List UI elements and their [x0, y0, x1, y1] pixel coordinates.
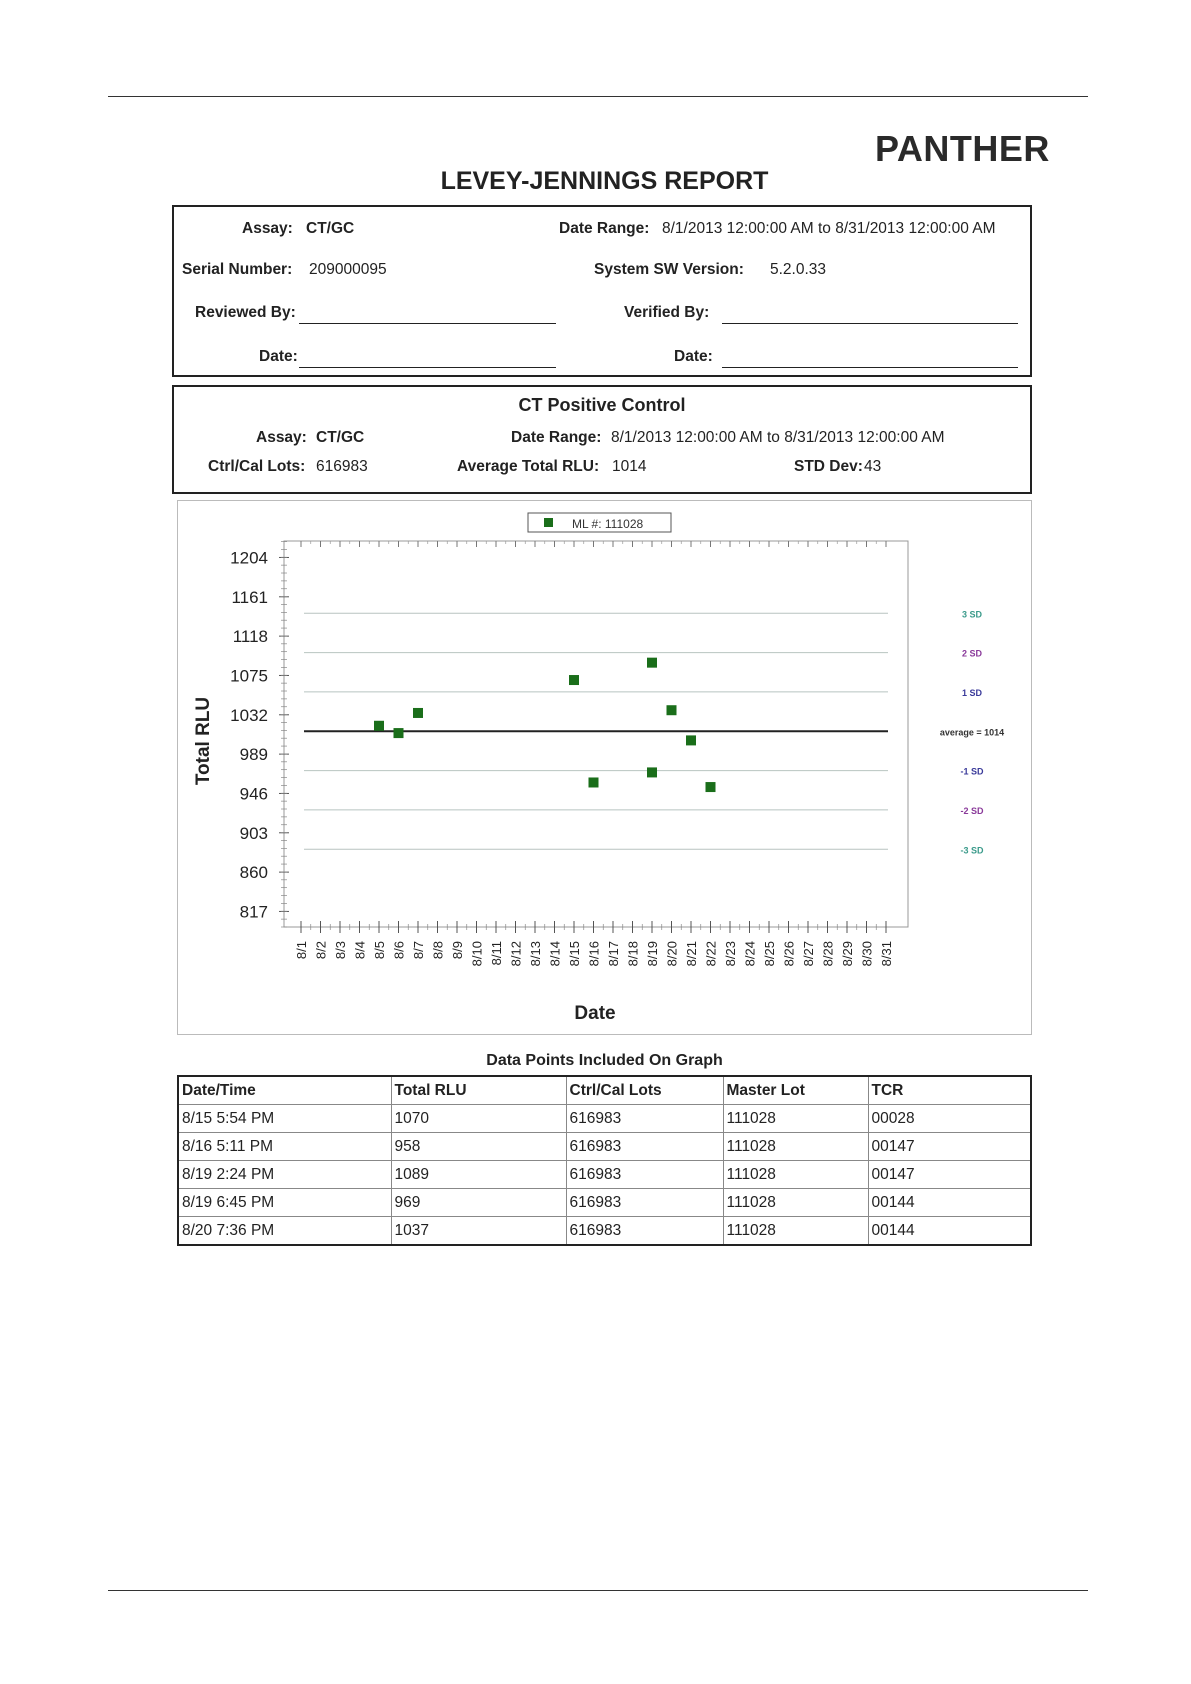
- date-range-value: 8/1/2013 12:00:00 AM to 8/31/2013 12:00:00 AM: [662, 220, 996, 237]
- cell-date-time: 8/19 2:24 PM: [178, 1161, 391, 1189]
- header-tcr: TCR: [868, 1076, 1031, 1105]
- std-dev-label: STD Dev:: [794, 458, 863, 475]
- x-tick-label: 8/19: [645, 941, 660, 967]
- x-tick-label: 8/5: [372, 941, 387, 960]
- x-tick-label: 8/3: [333, 941, 348, 960]
- avg-total-rlu-value: 1014: [612, 458, 647, 475]
- serial-number-label: Serial Number:: [182, 261, 293, 278]
- cell-master-lot: 111028: [723, 1105, 868, 1133]
- control-title: CT Positive Control: [518, 395, 686, 415]
- chart-legend: [528, 513, 671, 532]
- y-tick-label: 1118: [232, 627, 268, 647]
- table-title: Data Points Included On Graph: [486, 1052, 723, 1069]
- verified-by-signature-line[interactable]: [722, 323, 1018, 324]
- sd-label: 2 SD: [961, 648, 983, 659]
- x-tick-label: 8/23: [723, 941, 738, 967]
- x-tick-label: 8/10: [469, 941, 485, 967]
- date-left-line[interactable]: [299, 367, 556, 368]
- std-dev-value: 43: [864, 458, 882, 475]
- panther-logo: PANTHER: [875, 128, 1050, 169]
- sd-label: -2 SD: [960, 805, 984, 816]
- table-header-row: [178, 1076, 1031, 1105]
- legend-label: ML #: 111028: [572, 517, 644, 531]
- x-tick-label: 8/25: [762, 941, 777, 967]
- cell-tcr: 00144: [868, 1189, 1031, 1217]
- sd-label: 3 SD: [961, 609, 983, 620]
- sd-label: -3 SD: [960, 845, 984, 856]
- assay-label: Assay:: [242, 220, 293, 237]
- y-tick-label: 1161: [231, 587, 268, 607]
- sw-version-value: 5.2.0.33: [770, 261, 827, 278]
- assay-value: CT/GC: [306, 220, 355, 237]
- header-master-lot: Master Lot: [723, 1076, 868, 1105]
- control-assay-value: CT/GC: [316, 429, 365, 446]
- average-label: average = 1014: [939, 727, 1005, 738]
- data-point: [394, 728, 404, 738]
- x-tick-label: 8/11: [489, 941, 504, 966]
- cell-ctrl-cal-lots: 616983: [566, 1189, 723, 1217]
- cell-tcr: 00147: [868, 1161, 1031, 1189]
- cell-date-time: 8/20 7:36 PM: [178, 1217, 391, 1246]
- x-tick-label: 8/18: [625, 941, 641, 967]
- x-tick-label: 8/28: [820, 941, 836, 967]
- x-tick-label: 8/13: [528, 941, 543, 967]
- control-date-range-value: 8/1/2013 12:00:00 AM to 8/31/2013 12:00:00 AM: [611, 429, 945, 446]
- x-tick-label: 8/15: [567, 941, 582, 967]
- table-row: [178, 1161, 1031, 1189]
- x-tick-label: 8/17: [606, 941, 621, 967]
- table-row: [178, 1133, 1031, 1161]
- cell-ctrl-cal-lots: 616983: [566, 1161, 723, 1189]
- data-point: [647, 767, 657, 777]
- report-header-box: [172, 205, 1032, 377]
- y-tick-label: 989: [239, 745, 268, 765]
- header-date-time: Date/Time: [178, 1076, 391, 1105]
- sd-label: 1 SD: [961, 687, 983, 698]
- cell-master-lot: 111028: [723, 1161, 868, 1189]
- y-tick-label: 903: [239, 823, 268, 843]
- top-rule: [108, 96, 1088, 97]
- x-tick-label: 8/14: [547, 941, 563, 967]
- date-range-label: Date Range:: [559, 220, 650, 237]
- data-point: [667, 705, 677, 715]
- y-tick-label: 946: [239, 784, 268, 804]
- data-point: [569, 675, 579, 685]
- control-date-range-label: Date Range:: [511, 429, 602, 446]
- x-tick-label: 8/27: [801, 941, 816, 967]
- y-tick-label: 817: [239, 902, 268, 922]
- cell-total-rlu: 958: [391, 1133, 566, 1161]
- x-tick-label: 8/20: [664, 941, 680, 967]
- plot-area: [284, 541, 908, 927]
- header-total-rlu: Total RLU: [391, 1076, 566, 1105]
- cell-total-rlu: 1070: [391, 1105, 566, 1133]
- y-tick-label: 1075: [230, 666, 268, 686]
- cell-total-rlu: 1037: [391, 1217, 566, 1246]
- cell-master-lot: 111028: [723, 1133, 868, 1161]
- control-assay-label: Assay:: [256, 429, 307, 446]
- x-tick-label: 8/1: [294, 941, 309, 960]
- ctrl-cal-lots-label: Ctrl/Cal Lots:: [208, 458, 306, 475]
- data-point: [374, 721, 384, 731]
- y-axis-title: Total RLU: [193, 696, 214, 786]
- x-tick-label: 8/31: [879, 941, 894, 967]
- x-tick-label: 8/29: [840, 941, 855, 967]
- cell-date-time: 8/16 5:11 PM: [178, 1133, 391, 1161]
- cell-date-time: 8/19 6:45 PM: [178, 1189, 391, 1217]
- x-tick-label: 8/12: [508, 941, 524, 967]
- x-axis-title: Date: [574, 1003, 616, 1024]
- date-right-line[interactable]: [722, 367, 1018, 368]
- cell-ctrl-cal-lots: 616983: [566, 1133, 723, 1161]
- cell-total-rlu: 969: [391, 1189, 566, 1217]
- cell-date-time: 8/15 5:54 PM: [178, 1105, 391, 1133]
- reviewed-by-label: Reviewed By:: [195, 304, 296, 321]
- cell-master-lot: 111028: [723, 1217, 868, 1246]
- cell-tcr: 00147: [868, 1133, 1031, 1161]
- x-tick-label: 8/21: [684, 941, 699, 967]
- ctrl-cal-lots-value: 616983: [316, 458, 368, 475]
- date-left-label: Date:: [259, 348, 298, 365]
- y-tick-label: 860: [239, 863, 268, 883]
- x-tick-label: 8/8: [430, 941, 446, 960]
- data-point: [413, 708, 423, 718]
- x-tick-label: 8/9: [450, 941, 465, 960]
- cell-tcr: 00028: [868, 1105, 1031, 1133]
- cell-ctrl-cal-lots: 616983: [566, 1217, 723, 1246]
- header-ctrl-cal-lots: Ctrl/Cal Lots: [566, 1076, 723, 1105]
- sd-label: -1 SD: [960, 766, 984, 777]
- table-row: [178, 1217, 1031, 1246]
- cell-master-lot: 111028: [723, 1189, 868, 1217]
- y-tick-label: 1032: [230, 705, 268, 725]
- data-point: [589, 777, 599, 787]
- x-tick-label: 8/24: [742, 941, 758, 967]
- data-point: [706, 782, 716, 792]
- levey-jennings-chart: [177, 500, 1032, 1035]
- sw-version-label: System SW Version:: [594, 261, 744, 278]
- cell-tcr: 00144: [868, 1217, 1031, 1246]
- data-point: [647, 658, 657, 668]
- date-right-label: Date:: [674, 348, 713, 365]
- serial-number-value: 209000095: [309, 261, 387, 278]
- data-points-table: [177, 1075, 1032, 1246]
- x-tick-label: 8/7: [411, 941, 426, 960]
- cell-total-rlu: 1089: [391, 1161, 566, 1189]
- data-point: [686, 735, 696, 745]
- x-tick-label: 8/30: [859, 941, 875, 967]
- table-row: [178, 1105, 1031, 1133]
- report-title: LEVEY-JENNINGS REPORT: [440, 167, 769, 195]
- legend-marker: [544, 518, 553, 527]
- chart-svg: [178, 501, 1031, 1034]
- verified-by-label: Verified By:: [624, 304, 710, 321]
- x-tick-label: 8/2: [313, 941, 329, 960]
- bottom-rule: [108, 1590, 1088, 1591]
- x-tick-label: 8/6: [391, 941, 407, 960]
- control-summary-box: [172, 385, 1032, 494]
- reviewed-by-signature-line[interactable]: [299, 323, 556, 324]
- cell-ctrl-cal-lots: 616983: [566, 1105, 723, 1133]
- avg-total-rlu-label: Average Total RLU:: [457, 458, 600, 475]
- table-row: [178, 1189, 1031, 1217]
- y-tick-label: 1204: [230, 548, 268, 568]
- x-tick-label: 8/26: [781, 941, 797, 967]
- x-tick-label: 8/16: [586, 941, 602, 967]
- x-tick-label: 8/22: [703, 941, 719, 967]
- x-tick-label: 8/4: [352, 941, 368, 960]
